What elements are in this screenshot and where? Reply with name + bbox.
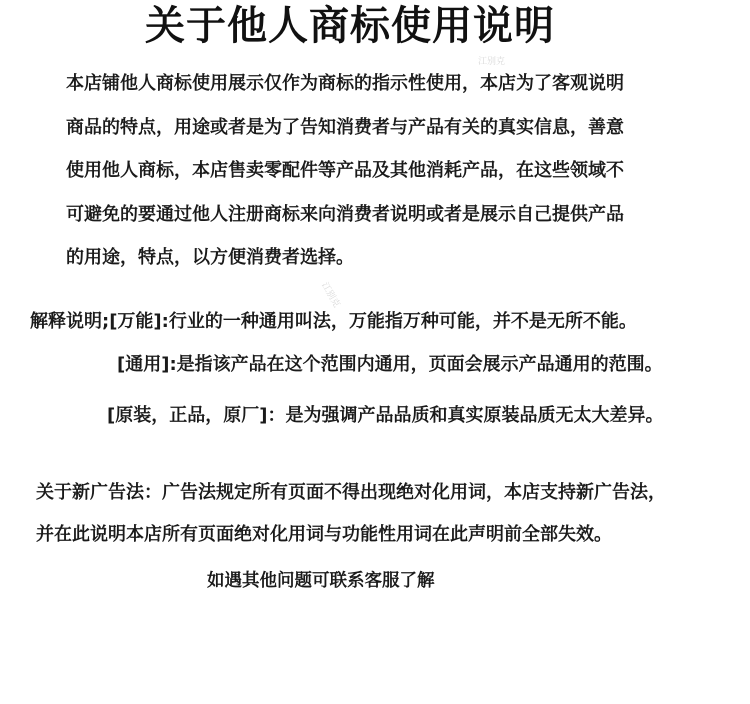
contact-note: 如遇其他问题可联系客服了解 — [207, 571, 435, 591]
watermark: 江别克 — [478, 57, 506, 67]
trademark-statement — [66, 68, 706, 286]
ad-law-notice-line-1: 关于新广告法：广告法规定所有页面不得出现绝对化用词，本店支持新广告法， — [36, 482, 666, 503]
page-title: 关于他人商标使用说明 — [145, 3, 555, 49]
statement-line: 商品的特点，用途或者是为了告知消费者与产品有关的真实信息，善意 — [66, 116, 624, 138]
statement-line: 可避免的要通过他人注册商标来向消费者说明或者是展示自己提供产品 — [66, 203, 624, 225]
statement-line: 使用他人商标，本店售卖零配件等产品及其他消耗产品，在这些领域不 — [66, 160, 624, 181]
explanation-original: [原装，正品，原厂]：是为强调产品品质和真实原装品质无太大差异。 — [107, 405, 664, 426]
statement-line: 本店铺他人商标使用展示仅作为商标的指示性使用，本店为了客观说明 — [66, 73, 624, 94]
watermark: 江别克 — [319, 281, 342, 310]
ad-law-notice-line-2: 并在此说明本店所有页面绝对化用词与功能性用词在此声明前全部失效。 — [36, 524, 612, 545]
statement-line: 的用途，特点，以方便消费者选择。 — [66, 247, 354, 268]
explanation-general: [通用]:是指该产品在这个范围内通用，页面会展示产品通用的范围。 — [117, 354, 663, 375]
explanation-universal: 解释说明;[万能]:行业的一种通用叫法，万能指万种可能，并不是无所不能。 — [30, 311, 637, 332]
